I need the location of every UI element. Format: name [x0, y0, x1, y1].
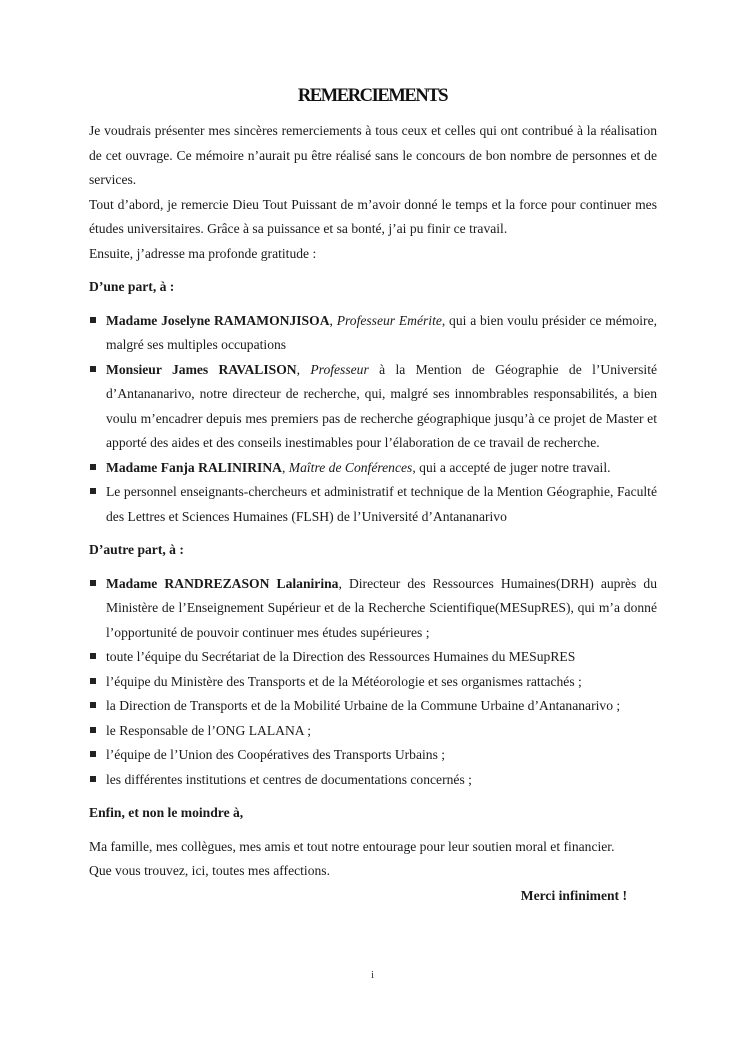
person-name: Monsieur James RAVALISON [106, 361, 297, 377]
section-heading-third: Enfin, et non le moindre à, [89, 805, 244, 820]
person-title: Professeur [310, 361, 369, 377]
list-item [89, 572, 657, 646]
page-number: i [370, 969, 375, 981]
item-text: , qui a bien voulu présider ce mémoire, malgré ses multiples occupations [106, 312, 658, 352]
list-item [89, 670, 657, 695]
separator: , [281, 459, 289, 475]
list-item [89, 694, 657, 719]
item-text: les différentes institutions et centres de documentations concernés ; [106, 771, 472, 787]
person-title: Maître de Conférences [288, 459, 413, 475]
item-text: toute l’équipe du Secrétariat de la Direction des Ressources Humaines du MESupRES [106, 649, 576, 664]
list-item [89, 645, 657, 670]
closing-thanks: Merci infiniment ! [520, 887, 627, 903]
list-item [89, 743, 657, 768]
intro-paragraph-3: Ensuite, j’adresse ma profonde gratitude : [89, 245, 317, 261]
page-title: REMERCIEMENTS [297, 86, 448, 106]
family-line-1: Ma famille, mes collègues, mes amis et tout notre entourage pour leur soutien moral et financier. [89, 838, 615, 854]
item-text: , qui a accepté de juger notre travail. [412, 459, 611, 475]
item-text: Le personnel enseignants-chercheurs et administratif et technique de la Mention Géographie, Faculté des Lettres et Sciences Humaines (FLSH) de l’Université d’Antananarivo [106, 484, 657, 524]
person-title: Professeur Emérite [336, 312, 442, 328]
acknowledgement-list-first [89, 309, 657, 530]
section-heading-second: D’autre part, à : [89, 542, 184, 557]
intro-paragraph-1: Je voudrais présenter mes sincères remerciements à tous ceux et celles qui ont contribué à la réalisation de cet ouvrage. Ce mémoire n’aurait pu être réalisé sans le concours de bon nombre de personnes et de services. [89, 123, 657, 187]
list-item [89, 456, 657, 481]
intro-paragraph-2: Tout d’abord, je remercie Dieu Tout Puissant de m’avoir donné le temps et la force pour continuer mes études universitaires. Grâce à sa puissance et sa bonté, j’ai pu finir ce travail. [89, 196, 657, 236]
list-item [89, 309, 657, 358]
person-name: Madame RANDREZASON Lalanirina [106, 575, 339, 591]
list-item [89, 768, 657, 793]
person-name: Madame Fanja RALINIRINA [106, 459, 282, 475]
item-text: le Responsable de l’ONG LALANA ; [106, 722, 312, 738]
acknowledgement-list-second [89, 572, 657, 793]
item-text: à la Mention de Géographie de l’Université d’Antananarivo, notre directeur de recherche, qui, malgré ses innombrables responsabilités, a bien voulu m’encadrer depuis mes premiers pas de recherche géographique jusqu’à ce projet de Master et apporté des aides et des conseils inestimables pour l’élaboration de ce travail de recherche. [106, 361, 658, 450]
item-text: l’équipe du Ministère des Transports et de la Météorologie et ses organismes rattachés ; [106, 673, 582, 689]
item-text: la Direction de Transports et de la Mobilité Urbaine de la Commune Urbaine d’Antananarivo ; [106, 698, 621, 713]
section-heading-first: D’une part, à : [89, 279, 175, 294]
document-body [89, 119, 657, 908]
person-name: Madame Joselyne RAMAMONJISOA [106, 312, 330, 328]
list-item [89, 358, 657, 456]
family-line-2: Que vous trouvez, ici, toutes mes affections. [89, 863, 330, 878]
item-text: l’équipe de l’Union des Coopératives des Transports Urbains ; [106, 747, 446, 762]
item-text: , Directeur des Ressources Humaines(DRH) auprès du Ministère de l’Enseignement Supérieur et de la Recherche Scientifique(MESupRES), qui m’a donné l’opportunité de pouvoir continuer mes études supérieures ; [106, 575, 657, 640]
separator: , [296, 361, 311, 377]
separator: , [329, 312, 337, 328]
list-item [89, 480, 657, 529]
list-item [89, 719, 657, 744]
